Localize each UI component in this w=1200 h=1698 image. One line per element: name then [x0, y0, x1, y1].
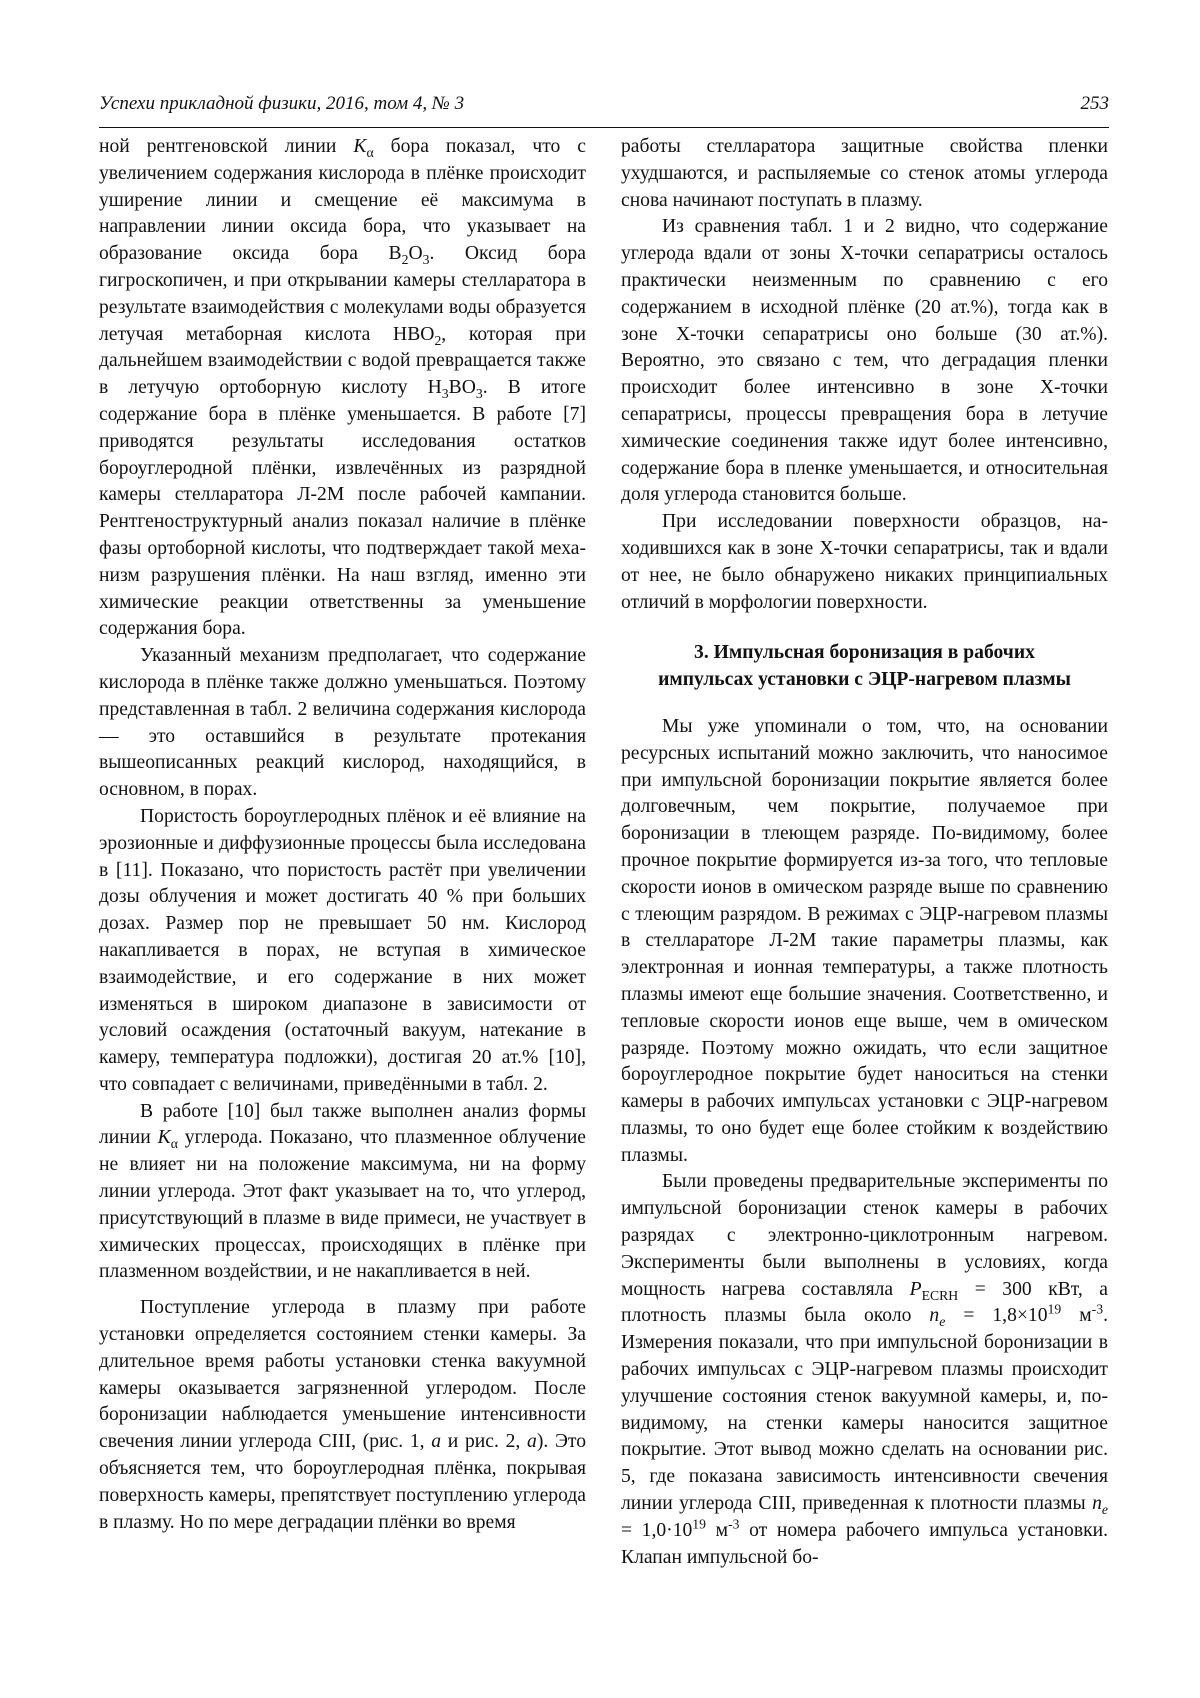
paragraph: Пористость бороуглеродных плёнок и её влияние на эрозионные и диффузионные процессы была исследована в [11]. Показано, что пористость растёт при увеличении дозы облучения и может достигать 40 % при больших дозах. Размер пор не превышает 50 нм. Кислород накапливается в порах, не вступая в химическое взаимодействие, и его содержание в них может изменяться в широком диапазоне в зависимости от условий осаждения (остаточный вакуум, натекание в камеру, температура подложки), достигая 20 ат.% [10], что совпадает с величинами, приведёнными в табл. 2.: [99, 805, 586, 1095]
running-header: [99, 90, 1109, 122]
page-number: 253: [1080, 93, 1109, 114]
paragraph: Были проведены предварительные эксперименты по импульсной боронизации стенок камеры в рабочих разрядах с электронно-циклотронным нагревом. Эксперименты были выполнены в условиях, когда мощность нагрева составляла $P_{ECRH} = 300$ кВт, а плотность плазмы была около $n_e = 1,8\times 10^{19}$ $м^{-3}$. Измерения показали, что при импульсной боронизации в рабочих импульсах с ЭЦР-нагревом плазмы происходит улучшение состояния стенок вакуумной камеры, и, повидимому, на стенки камеры наносится защитное покрытие. Этот вывод можно сделать на основании рис. 5, где показана зависимость интенсивности свечения линии углерода CIII, приведенная к плотности плазмы $n_e = 1,0\cdot 10^{19}$ $м^{-3}$ от номера рабочего импульса установки. Клапан импульсной бо-: [621, 1171, 1109, 1568]
journal-citation: Успехи прикладной физики, 2016, том 4, № 3: [99, 93, 465, 114]
paragraph: В работе [10] был также выполнен анализ формы линии $K_\alpha$ углерода. Показано, что плазменное облучение не влияет ни на положение максимума, ни на форму линии углерода. Этот факт указывает на то, что углерод, присутствующий в плазме в виде примеси, не участвует в химических процессах, происходящих в плёнке при плазменном воздействии, и не накапливается в ней.: [99, 1100, 586, 1283]
section-heading-line: импульсах установки с ЭЦР-нагревом плазмы: [658, 669, 1071, 691]
paragraph: При исследовании поверхности образцов, находившихся как в зоне X-точки сепаратрисы, так и вдали от нее, не было обнаружено никаких принципиальных отличий в морфологии поверхности.: [621, 511, 1108, 613]
header-rule: [99, 127, 1109, 128]
section-heading: [621, 640, 1108, 694]
paragraph: работы стелларатора защитные свойства пленки ухудшаются, и распыляемые со стенок атомы углерода снова начинают поступать в плазму.: [621, 136, 1108, 211]
paragraph: Из сравнения табл. 1 и 2 видно, что содержание углерода вдали от зоны X-точки сепаратрисы осталось практически неизменным по сравнению с его содержанием в исходной плёнке (20 ат.%), тогда как в зоне X-точки сепаратрисы оно больше (30 ат.%). Вероятно, это связано с тем, что деградация пленки происходит более интенсивно в зоне X-точки сепаратрисы, процессы превращения бора в летучие химические соединения также идут более интенсивно, содержание бора в пленке уменьшается, и относительная доля углерода становится больше.: [621, 216, 1108, 506]
paragraph: Поступление углерода в плазму при работе установки определяется состоянием стенки камеры. За длительное время работы установки стенка вакуумной камеры оказывается загрязненной углеродом. После боронизации наблюдается уменьшение интенсивности свечения линии углерода CIII, (рис. 1, a и рис. 2, a). Это объясняется тем, что бороуглеродная плёнка, покрывая поверхность камеры, препятствует поступлению углерода в плазму. Но по мере деградации плёнки во время: [99, 1297, 587, 1533]
section-heading-line: 3. Импульсная боронизация в рабочих: [694, 642, 1035, 664]
paragraph: Указанный механизм предполагает, что содержание кислорода в плёнке также должно уменьшаться. Поэтому представленная в табл. 2 величина содержания кислорода — это оставшийся в результате протекания вышеописанных реакций кислород, находящийся, в основном, в порах.: [99, 645, 586, 801]
right-column: [621, 134, 1108, 1571]
paragraph: Мы уже упоминали о том, что, на основании ресурсных испытаний можно заключить, что наносимое при импульсной боронизации покрытие является более долговечным, чем покрытие, получаемое при боронизации в тлеющем разряде. По-видимому, более прочное покрытие формируется из-за того, что тепловые скорости ионов в омическом разряде выше по сравнению с тлеющим разрядом. В режимах с ЭЦР-нагревом плазмы в стеллараторе Л-2М такие параметры плазмы, как электронная и ионная температуры, а также плотность плазмы имеют еще большие значения. Соответственно, и тепловые скорости ионов еще выше, чем в омическом разряде. Поэтому можно ожидать, что если защитное бороуглеродное покрытие будет наноситься на стенки камеры в рабочих импульсах установки с ЭЦР-нагревом плазмы, то оно будет еще более стойким к воздействию плазмы.: [621, 715, 1108, 1166]
left-column: [99, 134, 586, 1536]
paragraph: ной рентгеновской линии $K_\alpha$ бора показал, что с увеличением содержания кислорода в плёнке происходит уширение линии и смещение её максимума в направлении линии оксида бора, что указывает на образование оксида бора $B_2O_3$. Оксид бора гигроскопичен, и при открывании камеры стелларатора в результате взаимодействия с молекулами воды образуется летучая метаборная кислота $HBO_2$, которая при дальнейшем взаимодействии с водой превращается также в летучую ортоборную кислоту $H_3BO_3$. В итоге содержание бора в плёнке уменьшается. В работе [7] приводятся результаты исследования остатков бороуглеродной плёнки, извлечённых из разрядной камеры стелларатора Л-2М после рабочей кампании. Рентгеноструктурный анализ показал наличие в плёнке фазы ортоборной кислоты, что подтверждает такой механизм разрушения плёнки. На наш взгляд, именно эти химические реакции ответственны за уменьшение содержания бора.: [99, 136, 587, 640]
